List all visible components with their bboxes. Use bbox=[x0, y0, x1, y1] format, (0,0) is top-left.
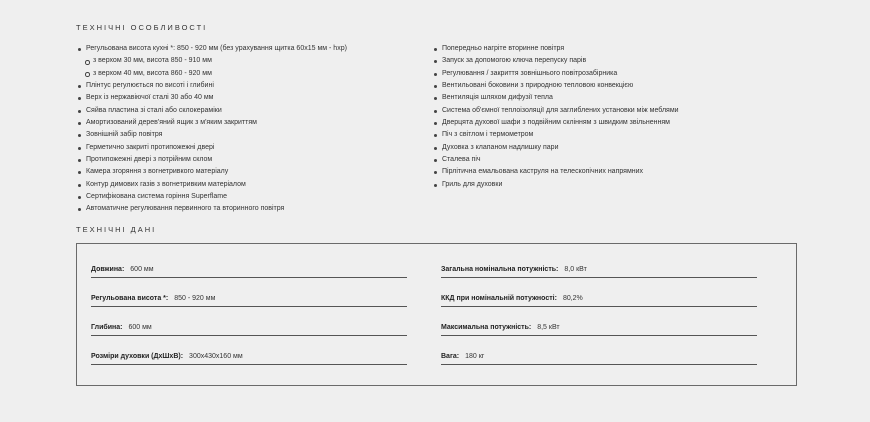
spec-label: Глибина: bbox=[91, 324, 123, 331]
feature-item: Попередньо нагріте вторинне повітря bbox=[432, 43, 772, 55]
features-title: ТЕХНІЧНІ ОСОБЛИВОСТІ bbox=[76, 23, 208, 32]
feature-item: Контур димових газів з вогнетривким матеріалом bbox=[76, 179, 416, 191]
feature-item: Гриль для духовки bbox=[432, 179, 772, 191]
feature-item: Амортизований дерев'яний ящик з м'яким закриттям bbox=[76, 117, 416, 129]
feature-item: Камера згоряння з вогнетривкого матеріалу bbox=[76, 166, 416, 178]
spec-label: Довжина: bbox=[91, 266, 125, 273]
specs-table bbox=[76, 243, 797, 386]
spec-value: 8,0 кВт bbox=[564, 266, 587, 273]
feature-item: Зовнішній забір повітря bbox=[76, 129, 416, 141]
spec-row-efficiency bbox=[441, 293, 757, 307]
feature-item: Регулювання / закриття зовнішнього повітрозабірника bbox=[432, 68, 772, 80]
spec-row-oven-size bbox=[91, 351, 407, 365]
spec-value: 8,5 кВт bbox=[537, 324, 560, 331]
spec-label: Регульована висота *: bbox=[91, 295, 169, 302]
feature-item: Пірлітична емальована каструля на телескопічних напрямних bbox=[432, 166, 772, 178]
spec-row-max-power bbox=[441, 322, 757, 336]
feature-item: Піч з світлом і термометром bbox=[432, 129, 772, 141]
feature-item: Протипожежні двері з потрійним склом bbox=[76, 154, 416, 166]
feature-item: Регульована висота кухні *: 850 - 920 мм (без урахування щитка 60х15 мм - hxp) bbox=[76, 43, 416, 55]
spec-label: Вага: bbox=[441, 353, 460, 360]
feature-item: Герметично закриті протипожежні двері bbox=[76, 142, 416, 154]
spec-value: 300x430x160 мм bbox=[189, 353, 243, 360]
feature-subitem: з верхом 40 мм, висота 860 - 920 мм bbox=[76, 68, 416, 80]
feature-item: Верх із нержавіючої сталі 30 або 40 мм bbox=[76, 92, 416, 104]
feature-item: Автоматичне регулювання первинного та вторинного повітря bbox=[76, 203, 416, 215]
spec-value: 600 мм bbox=[130, 266, 154, 273]
spec-row-depth bbox=[91, 322, 407, 336]
feature-item: Дверцята духової шафи з подвійним склінням з швидким звільненням bbox=[432, 117, 772, 129]
feature-item: Система об'ємної теплоізоляції для заглиблених установки між меблями bbox=[432, 105, 772, 117]
spec-label: Загальна номінальна потужність: bbox=[441, 266, 559, 273]
features-list-right bbox=[432, 43, 772, 191]
spec-row-length bbox=[91, 264, 407, 278]
spec-row-weight bbox=[441, 351, 757, 365]
feature-item: Вентиляція шляхом дифузії тепла bbox=[432, 92, 772, 104]
spec-value: 180 кг bbox=[465, 353, 485, 360]
feature-item: Духовка з клапаном надлишку пари bbox=[432, 142, 772, 154]
spec-row-height bbox=[91, 293, 407, 307]
spec-row-total-power bbox=[441, 264, 757, 278]
feature-item: Сяйва пластина зі сталі або склокераміки bbox=[76, 105, 416, 117]
feature-subitem: з верхом 30 мм, висота 850 - 910 мм bbox=[76, 55, 416, 67]
feature-item: Вентильовані боковини з природною тепловою конвекцією bbox=[432, 80, 772, 92]
spec-label: ККД при номінальній потужності: bbox=[441, 295, 557, 302]
spec-value: 600 мм bbox=[128, 324, 152, 331]
feature-item: Сертифікована система горіння Superflame bbox=[76, 191, 416, 203]
specs-title: ТЕХНІЧНІ ДАНІ bbox=[76, 225, 157, 234]
feature-item: Сталева піч bbox=[432, 154, 772, 166]
spec-label: Максимальна потужність: bbox=[441, 324, 532, 331]
spec-value: 80,2% bbox=[562, 295, 583, 302]
features-list-left bbox=[76, 43, 416, 216]
feature-item: Запуск за допомогою ключа перепуску парів bbox=[432, 55, 772, 67]
spec-value: 850 - 920 мм bbox=[174, 295, 216, 302]
feature-item: Плінтус регулюється по висоті і глибині bbox=[76, 80, 416, 92]
spec-label: Розміри духовки (ДхШхВ): bbox=[91, 353, 184, 360]
